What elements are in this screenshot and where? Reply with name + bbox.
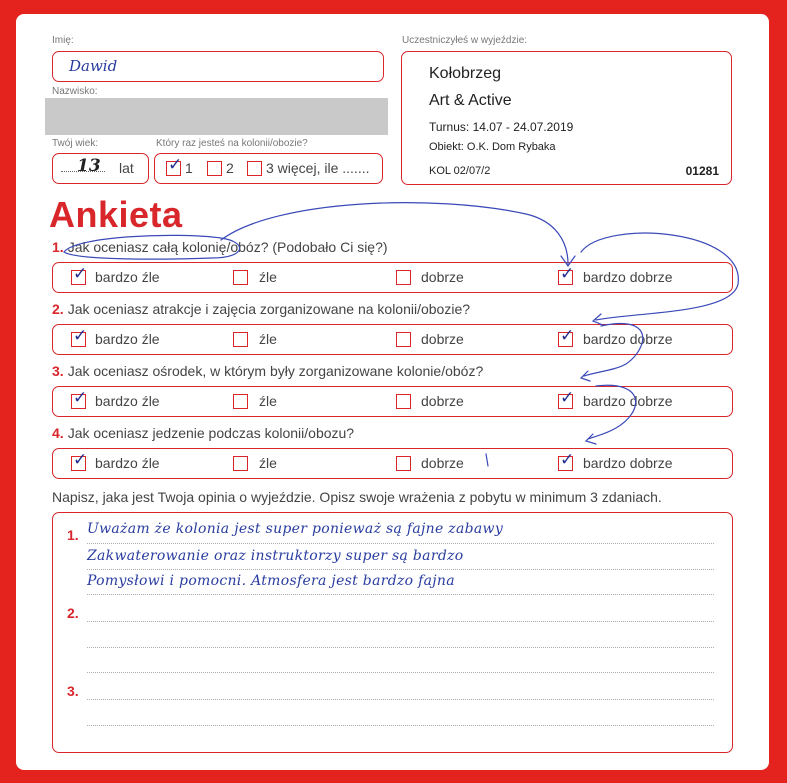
q2-checkbox-zle[interactable] <box>233 332 248 347</box>
q4-checkbox-zle[interactable] <box>233 456 248 471</box>
q2-option-bardzo-zle: bardzo źle <box>95 331 160 347</box>
q3-option-bardzo-dobrze: bardzo dobrze <box>583 393 673 409</box>
q4-checkbox-dobrze[interactable] <box>396 456 411 471</box>
question-2-number: 2. <box>52 301 64 317</box>
trip-code: KOL 02/07/2 <box>429 165 491 177</box>
q1-checkbox-bardzo-dobrze[interactable] <box>558 264 575 285</box>
opinion-line <box>87 543 714 544</box>
participant-label: Uczestniczyłeś w wyjeździe: <box>402 35 528 46</box>
trip-number: 01281 <box>685 164 719 178</box>
q4-checkbox-bardzo-zle[interactable] <box>71 450 88 471</box>
question-3 <box>52 363 483 379</box>
q1-option-bardzo-zle: bardzo źle <box>95 269 160 285</box>
trip-program: Art & Active <box>429 92 512 109</box>
question-1-number: 1. <box>52 239 64 255</box>
q4-checkbox-bardzo-dobrze[interactable] <box>558 450 575 471</box>
checkmark-icon: ✓ <box>560 264 575 284</box>
opinion-number-1: 1. <box>67 527 79 543</box>
handwritten-line-2: Zakwaterowanie oraz instruktorzy super są bardzo <box>87 548 464 564</box>
q3-option-bardzo-zle: bardzo źle <box>95 393 160 409</box>
times-option-2: 2 <box>226 160 234 176</box>
opinion-number-2: 2. <box>67 605 79 621</box>
handwritten-line-1: Uważam że kolonia jest super ponieważ są fajne zabawy <box>87 521 504 537</box>
times-option-3: 3 więcej, ile ....... <box>266 160 370 176</box>
question-4-text: Jak oceniasz jedzenie podczas kolonii/obozu? <box>67 425 355 441</box>
times-label: Który raz jesteś na kolonii/obozie? <box>156 138 308 149</box>
q4-option-zle: źle <box>259 455 277 471</box>
age-field[interactable] <box>52 153 149 184</box>
q3-checkbox-zle[interactable] <box>233 394 248 409</box>
checkmark-icon: ✓ <box>73 450 88 470</box>
q3-checkbox-dobrze[interactable] <box>396 394 411 409</box>
checkmark-icon: ✓ <box>73 264 88 284</box>
survey-sheet <box>16 14 769 770</box>
q3-option-zle: źle <box>259 393 277 409</box>
times-option-1: 1 <box>185 160 193 176</box>
times-field <box>154 153 383 184</box>
opinion-line <box>87 699 714 700</box>
name-field[interactable] <box>52 51 384 82</box>
q2-option-bardzo-dobrze: bardzo dobrze <box>583 331 673 347</box>
checkmark-icon: ✓ <box>560 388 575 408</box>
trip-obiekt: Obiekt: O.K. Dom Rybaka <box>429 141 556 153</box>
handwritten-line-3: Pomysłowi i pomocni. Atmosfera jest bardzo fajna <box>87 573 455 589</box>
surname-redacted <box>45 98 388 135</box>
times-checkbox-1[interactable] <box>166 155 183 176</box>
trip-info-box <box>401 51 732 185</box>
question-4-number: 4. <box>52 425 64 441</box>
q2-checkbox-bardzo-dobrze[interactable] <box>558 326 575 347</box>
checkmark-icon: ✓ <box>560 450 575 470</box>
trip-turnus: Turnus: 14.07 - 24.07.2019 <box>429 120 574 134</box>
answer-row-4 <box>52 448 733 479</box>
opinion-prompt: Napisz, jaka jest Twoja opinia o wyjeździe. Opisz swoje wrażenia z pobytu w minimum 3 zdaniach. <box>52 489 662 505</box>
q1-checkbox-bardzo-zle[interactable] <box>71 264 88 285</box>
q1-option-zle: źle <box>259 269 277 285</box>
opinion-line <box>87 569 714 570</box>
question-2-text: Jak oceniasz atrakcje i zajęcia zorganizowane na kolonii/obozie? <box>67 301 471 317</box>
name-value: Dawid <box>69 57 118 75</box>
answer-row-2 <box>52 324 733 355</box>
question-1-text: Jak oceniasz całą kolonię/obóz? (Podobało Ci się?) <box>67 239 388 255</box>
question-1 <box>52 239 388 255</box>
q2-option-zle: źle <box>259 331 277 347</box>
checkmark-icon: ✓ <box>73 388 88 408</box>
trip-city: Kołobrzeg <box>429 65 502 82</box>
checkmark-icon: ✓ <box>73 326 88 346</box>
question-3-text: Jak oceniasz ośrodek, w którym były zorganizowane kolonie/obóz? <box>67 363 484 379</box>
q4-option-bardzo-zle: bardzo źle <box>95 455 160 471</box>
q2-option-dobrze: dobrze <box>421 331 464 347</box>
q1-option-bardzo-dobrze: bardzo dobrze <box>583 269 673 285</box>
q1-checkbox-zle[interactable] <box>233 270 248 285</box>
answer-row-1 <box>52 262 733 293</box>
q3-checkbox-bardzo-dobrze[interactable] <box>558 388 575 409</box>
opinion-line <box>87 672 714 673</box>
opinion-box[interactable] <box>52 512 733 753</box>
surname-label: Nazwisko: <box>52 86 98 97</box>
opinion-line <box>87 725 714 726</box>
q1-option-dobrze: dobrze <box>421 269 464 285</box>
q4-option-bardzo-dobrze: bardzo dobrze <box>583 455 673 471</box>
checkmark-icon: ✓ <box>560 326 575 346</box>
q4-option-dobrze: dobrze <box>421 455 464 471</box>
opinion-line <box>87 647 714 648</box>
age-unit: lat <box>119 160 134 176</box>
age-value: 13 <box>77 156 101 176</box>
question-2 <box>52 301 470 317</box>
name-label: Imię: <box>52 35 74 46</box>
times-checkbox-3[interactable] <box>247 161 262 176</box>
q3-checkbox-bardzo-zle[interactable] <box>71 388 88 409</box>
checkmark-icon: ✓ <box>168 155 183 175</box>
opinion-line <box>87 621 714 622</box>
age-label: Twój wiek: <box>52 138 99 149</box>
question-4 <box>52 425 354 441</box>
opinion-line <box>87 594 714 595</box>
q3-option-dobrze: dobrze <box>421 393 464 409</box>
q2-checkbox-bardzo-zle[interactable] <box>71 326 88 347</box>
opinion-number-3: 3. <box>67 683 79 699</box>
question-3-number: 3. <box>52 363 64 379</box>
q1-checkbox-dobrze[interactable] <box>396 270 411 285</box>
answer-row-3 <box>52 386 733 417</box>
times-checkbox-2[interactable] <box>207 161 222 176</box>
q2-checkbox-dobrze[interactable] <box>396 332 411 347</box>
survey-title: Ankieta <box>49 194 183 235</box>
